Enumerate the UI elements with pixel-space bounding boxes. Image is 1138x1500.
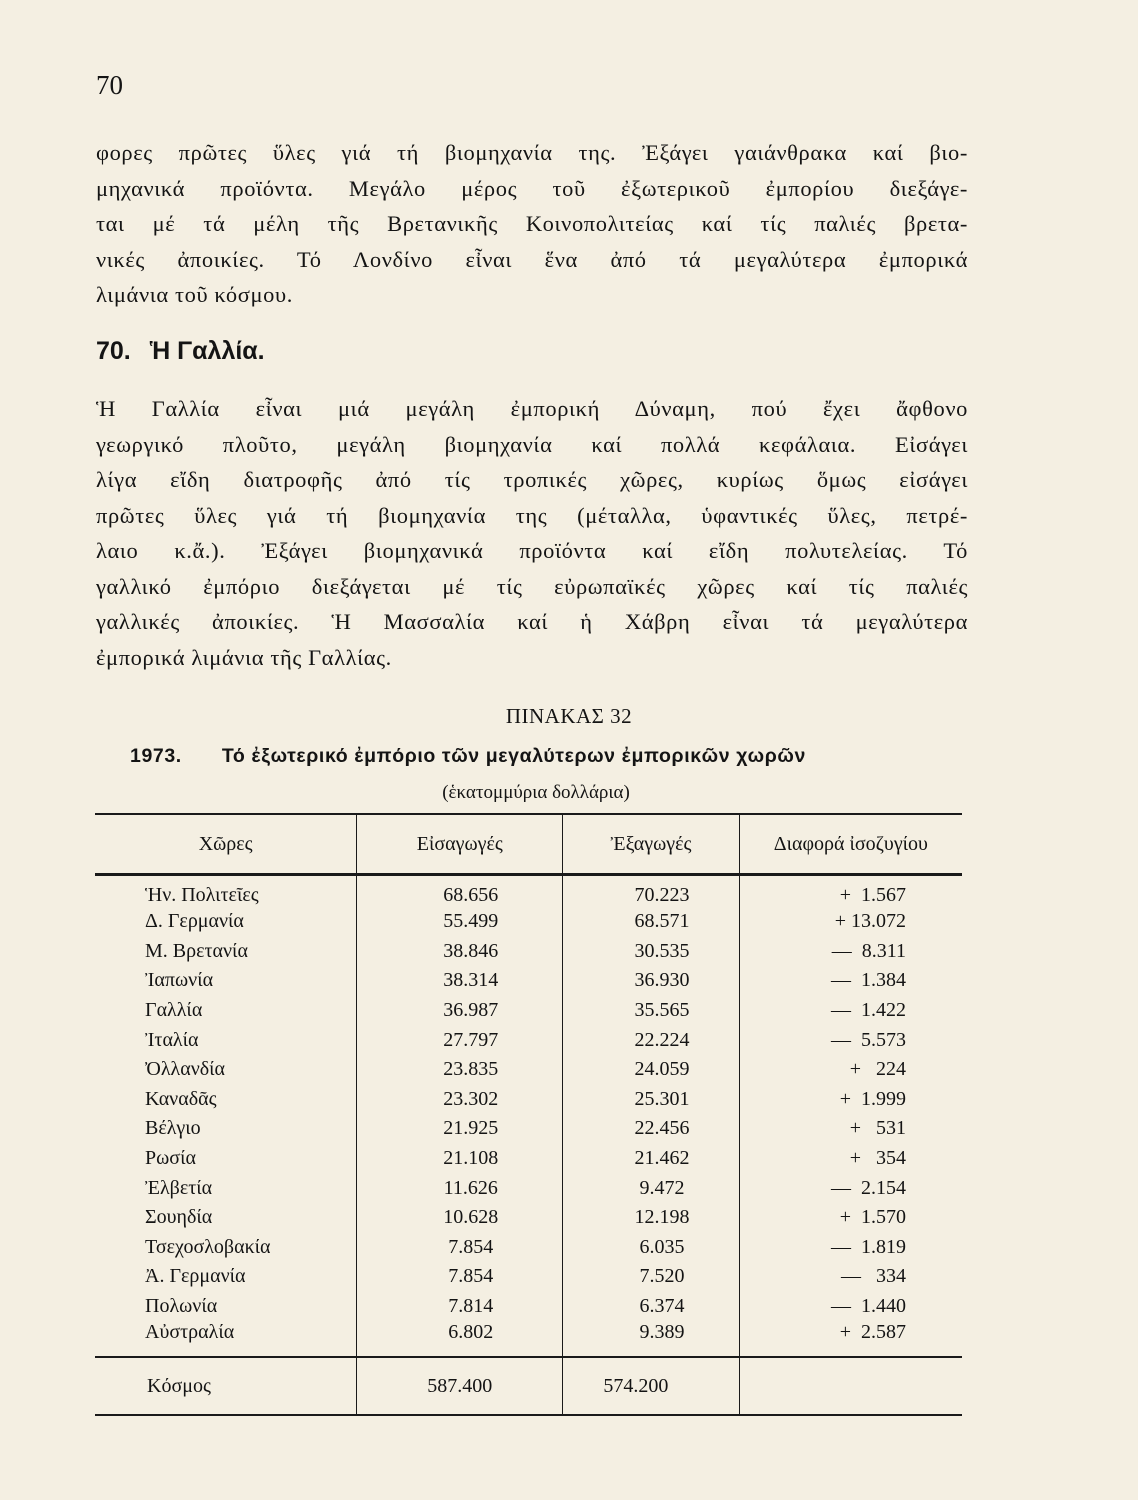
exports-cell: 9.389	[563, 1321, 739, 1357]
table-row	[95, 1233, 962, 1263]
imports-cell: 11.626	[357, 1173, 563, 1203]
imports-cell: 7.854	[357, 1233, 563, 1263]
balance-cell: + 1.570	[839, 1206, 906, 1229]
table-row	[95, 1114, 962, 1144]
imports-cell: 21.925	[357, 1114, 563, 1144]
imports-cell: 36.987	[357, 996, 563, 1026]
exports-cell: 6.035	[563, 1233, 739, 1263]
table-row	[95, 966, 962, 996]
table-row	[95, 1055, 962, 1085]
total-balance	[739, 1357, 962, 1415]
text-line: μηχανικά προϊόντα. Μεγάλο μέρος τοῦ ἐξωτερικοῦ ἐμπορίου διεξάγε-	[96, 175, 968, 201]
text-line: γεωργικό πλοῦτο, μεγάλη βιομηχανία καί πολλά κεφάλαια. Εἰσάγει	[96, 431, 968, 457]
balance-cell: — 1.819	[831, 1235, 906, 1258]
balance-cell: + 224	[849, 1058, 906, 1081]
table-year: 1973.	[130, 745, 182, 767]
country-cell: Δ. Γερμανία	[95, 907, 357, 937]
country-cell: Ρωσία	[95, 1144, 357, 1174]
table-total-row	[95, 1357, 962, 1415]
table-row	[95, 875, 962, 908]
imports-cell: 23.835	[357, 1055, 563, 1085]
imports-cell: 68.656	[357, 875, 563, 908]
table-row	[95, 1025, 962, 1055]
imports-cell: 6.802	[357, 1321, 563, 1357]
exports-cell: 35.565	[563, 996, 739, 1026]
country-cell: Ἰαπωνία	[95, 966, 357, 996]
text-line: νικές ἀποικίες. Τό Λονδίνο εἶναι ἕνα ἀπό τά μεγαλύτερα ἐμπορικά	[96, 246, 968, 272]
text-line: λαιο κ.ἄ.). Ἐξάγει βιομηχανικά προϊόντα καί εἴδη πολυτελείας. Τό	[96, 538, 968, 563]
table-row	[95, 1085, 962, 1115]
balance-cell: — 5.573	[831, 1028, 906, 1051]
exports-cell: 7.520	[563, 1262, 739, 1292]
imports-cell: 27.797	[357, 1025, 563, 1055]
header-balance: Διαφορά ἰσοζυγίου	[739, 814, 962, 875]
table-title: Τό ἐξωτερικό ἐμπόριο τῶν μεγαλύτερων ἐμπορικῶν χωρῶν	[221, 745, 806, 767]
imports-cell: 55.499	[357, 907, 563, 937]
text-line: ται μέ τά μέλη τῆς Βρετανικῆς Κοινοπολιτείας καί τίς παλιές βρετα-	[96, 211, 968, 236]
balance-cell: — 1.384	[831, 969, 906, 992]
text-line: ἐμπορικά λιμάνια τῆς Γαλλίας.	[96, 644, 392, 670]
trade-table	[95, 813, 962, 1416]
text-line: Ἡ Γαλλία εἶναι μιά μεγάλη ἐμπορική Δύναμη, πού ἔχει ἄφθονο	[96, 396, 968, 421]
exports-cell: 68.571	[563, 907, 739, 937]
table-row	[95, 996, 962, 1026]
table-row	[95, 1144, 962, 1174]
exports-cell: 36.930	[563, 966, 739, 996]
total-exports: 574.200	[563, 1357, 739, 1415]
table-units: (ἑκατομμύρια δολλάρια)	[442, 782, 630, 803]
country-cell: Ἡν. Πολιτεῖες	[95, 875, 357, 908]
text-line: λιμάνια τοῦ κόσμου.	[96, 282, 293, 307]
table-row	[95, 1292, 962, 1322]
exports-cell: 22.224	[563, 1025, 739, 1055]
total-label: Κόσμος	[95, 1357, 357, 1415]
exports-cell: 70.223	[563, 875, 739, 908]
country-cell: Πολωνία	[95, 1292, 357, 1322]
text-line: πρῶτες ὕλες γιά τή βιομηχανία της (μέταλλα, ὑφαντικές ὕλες, πετρέ-	[96, 502, 968, 528]
table-caption	[130, 745, 806, 768]
table-label: ΠΙΝΑΚΑΣ 32	[505, 704, 633, 728]
table-body	[95, 875, 962, 1358]
header-imports: Εἰσαγωγές	[357, 814, 563, 875]
imports-cell: 10.628	[357, 1203, 563, 1233]
balance-cell: + 354	[849, 1147, 906, 1170]
text-line: γαλλικό ἐμπόριο διεξάγεται μέ τίς εὐρωπαϊκές χῶρες καί τίς παλιές	[96, 573, 968, 599]
paragraph-britain-trade	[96, 135, 968, 313]
table-row	[95, 907, 962, 937]
exports-cell: 30.535	[563, 937, 739, 967]
text-line: φορες πρῶτες ὕλες γιά τή βιομηχανία της. Ἐξάγει γαιάνθρακα καί βιο-	[96, 140, 968, 165]
balance-cell: + 2.587	[839, 1321, 906, 1344]
country-cell: Γαλλία	[95, 996, 357, 1026]
section-number: 70.	[96, 337, 131, 365]
country-cell: Μ. Βρετανία	[95, 937, 357, 967]
balance-cell: — 2.154	[831, 1176, 906, 1199]
exports-cell: 25.301	[563, 1085, 739, 1115]
text-line: λίγα εἴδη διατροφῆς ἀπό τίς τροπικές χῶρες, κυρίως ὅμως εἰσάγει	[96, 467, 968, 492]
imports-cell: 7.814	[357, 1292, 563, 1322]
country-cell: Ἐλβετία	[95, 1173, 357, 1203]
imports-cell: 38.314	[357, 966, 563, 996]
table-row	[95, 937, 962, 967]
exports-cell: 6.374	[563, 1292, 739, 1322]
balance-cell: + 1.567	[839, 884, 906, 906]
balance-cell: + 13.072	[834, 910, 906, 933]
section-title: Ἡ Γαλλία.	[149, 337, 265, 365]
table-row	[95, 1173, 962, 1203]
header-countries: Χῶρες	[95, 814, 357, 875]
text-line: γαλλικές ἀποικίες. Ἡ Μασσαλία καί ἡ Χάβρη εἶναι τά μεγαλύτερα	[96, 609, 968, 634]
exports-cell: 9.472	[563, 1173, 739, 1203]
table-row	[95, 1262, 962, 1292]
balance-cell: — 334	[841, 1265, 906, 1288]
header-exports: Ἐξαγωγές	[563, 814, 739, 875]
country-cell: Βέλγιο	[95, 1114, 357, 1144]
table-header-row	[95, 814, 962, 875]
balance-cell: — 1.422	[831, 999, 906, 1022]
imports-cell: 38.846	[357, 937, 563, 967]
exports-cell: 24.059	[563, 1055, 739, 1085]
country-cell: Σουηδία	[95, 1203, 357, 1233]
country-cell: Ἰταλία	[95, 1025, 357, 1055]
exports-cell: 22.456	[563, 1114, 739, 1144]
country-cell: Τσεχοσλοβακία	[95, 1233, 357, 1263]
imports-cell: 21.108	[357, 1144, 563, 1174]
exports-cell: 12.198	[563, 1203, 739, 1233]
paragraph-france-trade	[96, 391, 968, 675]
country-cell: Καναδᾶς	[95, 1085, 357, 1115]
balance-cell: — 8.311	[831, 939, 906, 962]
country-cell: Ἀ. Γερμανία	[95, 1262, 357, 1292]
imports-cell: 23.302	[357, 1085, 563, 1115]
page-number: 70	[96, 70, 123, 100]
balance-cell: + 1.999	[839, 1087, 906, 1110]
table-row	[95, 1203, 962, 1233]
exports-cell: 21.462	[563, 1144, 739, 1174]
country-cell: Αὐστραλία	[95, 1321, 357, 1357]
table-row	[95, 1321, 962, 1357]
section-heading	[96, 337, 265, 366]
balance-cell: + 531	[849, 1117, 906, 1140]
balance-cell: — 1.440	[831, 1295, 906, 1318]
total-imports: 587.400	[357, 1357, 563, 1415]
imports-cell: 7.854	[357, 1262, 563, 1292]
country-cell: Ὀλλανδία	[95, 1055, 357, 1085]
